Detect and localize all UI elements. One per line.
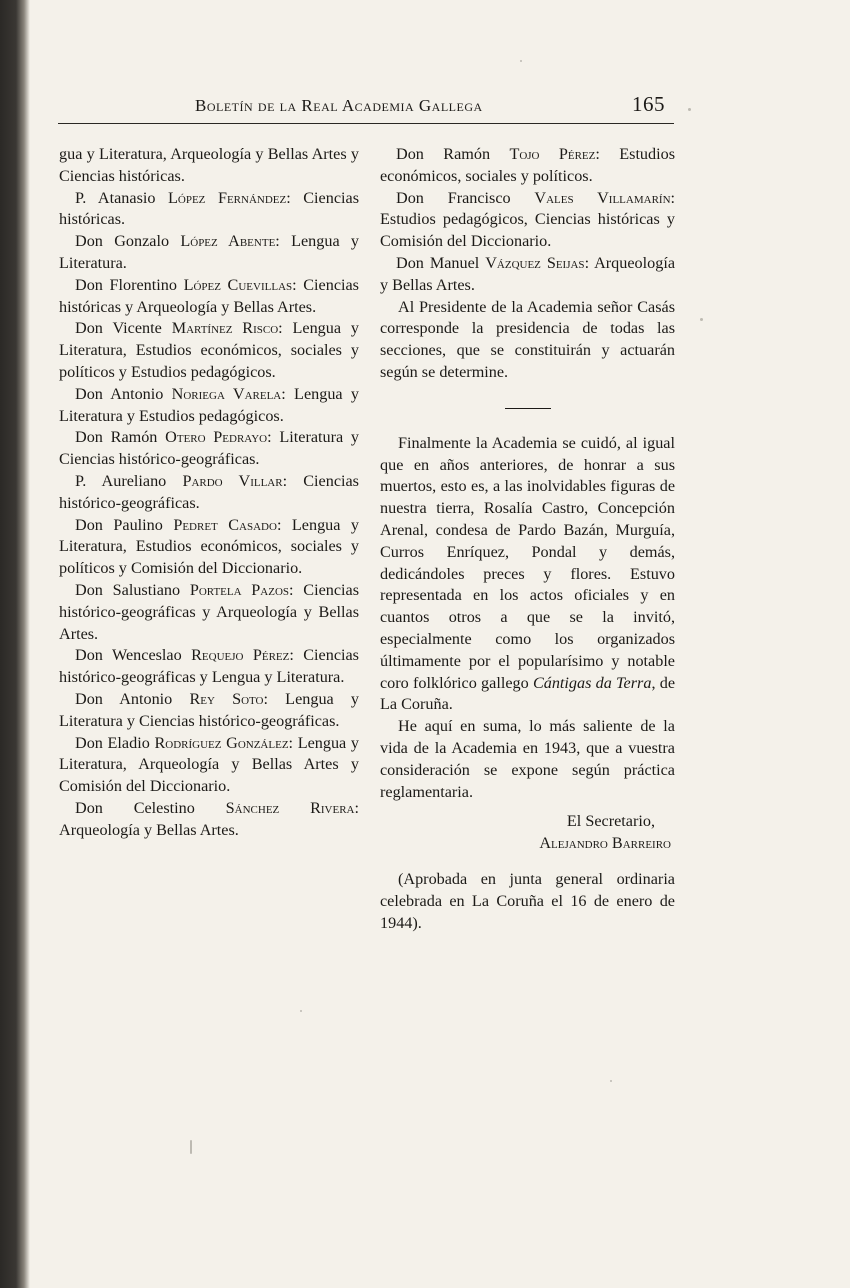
right-column <box>380 144 675 934</box>
member-entry <box>380 253 675 297</box>
member-prefix: Don <box>75 319 103 338</box>
member-prefix: Don <box>75 515 103 534</box>
page-header <box>195 92 665 120</box>
closing-text-end: , de La Coruña. <box>380 673 676 714</box>
signature-name: Alejandro Barreiro <box>539 834 671 853</box>
member-sections: : Ciencias histórico-geográficas. <box>59 471 359 512</box>
member-surname: Rey Soto <box>189 689 264 708</box>
section-separator <box>505 408 551 409</box>
member-first-name: Wenceslao <box>112 646 182 665</box>
member-prefix: Don <box>75 275 103 294</box>
member-entry <box>59 188 359 232</box>
president-note: Al Presidente de la Academia señor Casás corresponde la presidencia de todas las secciones, que se constituirán y actuarán según se determine. <box>380 297 675 381</box>
closing-text: Finalmente la Academia se cuidó, al igual que en años anteriores, de honrar a sus muertos, esto es, a las inolvidables figuras de nuestra tierra, Rosalía Castro, Concepción Arenal, condesa de Pardo Bazán, Murguía, Curros Enríquez, Pondal y demás, dedicándoles preces y flores. Estuvo representada en los actos oficiales y en cuantos otros a que se la invitó, especialmente como los organizados últimamente por el popularísimo y notable coro folklórico gallego <box>380 433 675 692</box>
member-first-name: Eladio <box>107 733 150 752</box>
choir-title: Cántigas da Terra <box>532 673 652 692</box>
member-prefix: Don <box>75 689 103 708</box>
closing-paragraph <box>380 433 675 716</box>
member-sections: : Ciencias históricas. <box>59 188 359 229</box>
member-prefix: Don <box>75 428 103 447</box>
member-first-name: Celestino <box>133 798 195 817</box>
member-first-name: Aureliano <box>101 471 167 490</box>
left-column <box>59 144 359 842</box>
member-entry <box>59 580 359 645</box>
member-entry <box>59 515 359 580</box>
member-sections: : Lengua y Literatura, Arqueología y Bellas Artes y Comisión del Diccionario. <box>59 733 359 796</box>
signature-title: El Secretario, <box>566 812 655 831</box>
member-prefix: Don <box>75 646 103 665</box>
member-surname: Vales Villamarín <box>534 188 671 207</box>
member-entry <box>59 471 359 515</box>
continuation-text: gua y Literatura, Arqueología y Bellas Artes y Ciencias históricas. <box>59 145 359 185</box>
member-first-name: Gonzalo <box>114 232 170 251</box>
member-first-name: Francisco <box>447 188 511 207</box>
member-entry <box>59 733 359 798</box>
member-surname: Pardo Villar <box>182 471 283 490</box>
member-prefix: P. <box>75 471 87 490</box>
member-first-name: Ramón <box>110 428 158 447</box>
member-entry <box>59 798 359 842</box>
member-sections: : Lengua y Literatura y Ciencias histórico-geográficas. <box>59 689 359 730</box>
paper-speck <box>300 1010 302 1012</box>
member-sections: : Ciencias histórico-geográficas y Arqueología y Bellas Artes. <box>59 580 360 643</box>
member-surname: Pedret Casado <box>173 515 277 534</box>
member-entry <box>380 144 675 188</box>
member-sections: : Lengua y Literatura. <box>59 232 360 272</box>
member-surname: Portela Pazos <box>189 580 290 599</box>
member-prefix: Don <box>75 798 103 817</box>
member-prefix: Don <box>75 733 103 752</box>
member-prefix: Don <box>396 145 424 163</box>
member-sections: : Arqueología y Bellas Artes. <box>59 798 359 839</box>
member-sections: : Lengua y Literatura y Estudios pedagógicos. <box>59 384 359 425</box>
member-surname: Rodríguez González <box>154 733 289 752</box>
member-first-name: Paulino <box>113 515 163 534</box>
member-first-name: Vicente <box>112 319 162 338</box>
member-surname: Vázquez Seijas <box>485 253 585 272</box>
header-rule <box>58 123 674 124</box>
member-surname: Requejo Pérez <box>191 646 290 665</box>
member-sections: : Arqueología y Bellas Artes. <box>380 253 676 294</box>
member-prefix: Don <box>75 384 103 403</box>
member-sections: : Ciencias históricas y Arqueología y Bellas Artes. <box>59 275 359 316</box>
paper-speck <box>700 318 703 321</box>
member-surname: Sánchez Rivera <box>225 798 355 817</box>
member-first-name: Atanasio <box>97 188 156 207</box>
member-surname: López Fernández <box>168 188 287 207</box>
member-sections: : Lengua y Literatura, Estudios económicos, sociales y políticos y Estudios pedagógicos. <box>59 319 359 381</box>
approval-note: (Aprobada en junta general ordinaria celebrada en La Coruña el 16 de enero de 1944). <box>380 869 675 932</box>
page-number: 165 <box>632 92 665 116</box>
member-entry <box>59 384 359 428</box>
member-surname: Martínez Risco <box>171 319 279 338</box>
member-prefix: Don <box>75 580 103 599</box>
member-entry <box>59 318 359 383</box>
member-sections: : Ciencias histórico-geográficas y Lengua y Literatura. <box>59 646 359 687</box>
member-entry <box>59 689 359 733</box>
member-sections: : Estudios económicos, sociales y políticos. <box>380 145 676 185</box>
member-prefix: Don <box>396 188 424 207</box>
member-first-name: Antonio <box>110 384 164 403</box>
member-prefix: Don <box>396 253 424 272</box>
paper-speck <box>688 108 691 111</box>
member-sections: : Estudios pedagógicos, Ciencias históricas y Comisión del Diccionario. <box>380 188 676 251</box>
member-prefix: Don <box>75 232 103 251</box>
member-sections: : Lengua y Literatura, Estudios económicos, sociales y políticos y Comisión del Diccionario. <box>59 515 360 578</box>
paper-speck <box>520 60 522 62</box>
member-first-name: Ramón <box>443 145 491 163</box>
page-binding-edge <box>0 0 30 1288</box>
member-entry <box>380 188 675 253</box>
member-entry <box>59 275 359 319</box>
member-entry <box>59 427 359 471</box>
member-first-name: Florentino <box>109 275 177 294</box>
member-prefix: P. <box>75 188 87 207</box>
member-sections: : Literatura y Ciencias histórico-geográficas. <box>59 428 360 469</box>
running-title: Boletín de la Real Academia Gallega <box>195 96 483 115</box>
paper-speck <box>610 1080 612 1082</box>
member-surname: Otero Pedrayo <box>165 428 268 447</box>
member-surname: López Abente <box>180 232 276 251</box>
member-surname: López Cuevillas <box>183 275 293 294</box>
paper-speck <box>190 1140 192 1154</box>
summary-paragraph: He aquí en suma, lo más saliente de la vida de la Academia en 1943, que a vuestra consideración se expone según práctica reglamentaria. <box>380 717 675 801</box>
member-entry <box>59 645 359 689</box>
member-entry <box>59 231 359 275</box>
member-surname: Noriega Varela <box>171 384 282 403</box>
member-surname: Tojo Pérez <box>509 145 596 163</box>
member-first-name: Manuel <box>429 253 480 272</box>
member-first-name: Salustiano <box>112 580 181 599</box>
member-first-name: Antonio <box>119 689 173 708</box>
